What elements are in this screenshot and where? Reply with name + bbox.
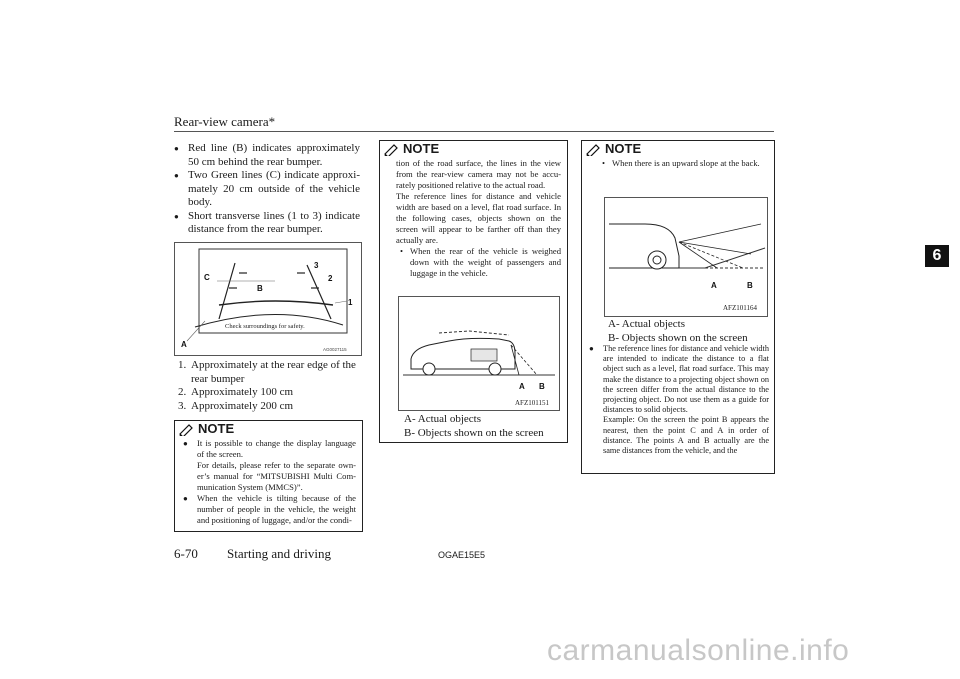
front-wheel [423, 363, 435, 375]
vehicle-rear-outline [609, 224, 679, 268]
right-legend [608, 318, 768, 345]
weighed-down-illustration [399, 297, 559, 410]
note-header [175, 421, 362, 436]
note-title: NOTE [198, 421, 235, 437]
label-a: A [181, 340, 187, 349]
note-title: NOTE [605, 141, 642, 157]
left-bullets [174, 142, 360, 237]
note-paragraph: tion of the road surface, the lines in the view from the rear-view camera may not be accu-rately positioned relative to the actual road. [396, 158, 561, 190]
note-item: ● When the vehicle is tilting because of the number of people in the vehicle, the weight and positioning of luggage, and/or the condi- [183, 493, 356, 526]
label-a: A [711, 281, 717, 290]
distance-item: 2. Approximately 100 cm [178, 386, 294, 398]
document-code: OGAE15E5 [438, 550, 486, 560]
label-2: 2 [328, 274, 333, 283]
weighed-down-figure [398, 296, 560, 411]
distance-item: 3. Approximately 200 cm [178, 399, 294, 412]
page-header-title: Rear-view camera* [174, 114, 276, 129]
distance-item: 1. Approximately at the rear edge of the rear bumper [178, 359, 356, 385]
legend-item: B- Objects shown on the screen [608, 331, 748, 344]
bullet-transverse-lines: ● Short transverse lines (1 to 3) indicate distance from the rear bumper. [174, 210, 360, 237]
label-3: 3 [314, 261, 319, 270]
rear-wheel [489, 363, 501, 375]
bullet-red-line: ● Red line (B) indicates approximately 50 cm behind the rear bumper. [174, 142, 360, 169]
section-title: Starting and driving [227, 546, 331, 561]
note-title: NOTE [403, 141, 440, 157]
chapter-tab: 6 [925, 245, 949, 267]
note-pencil-icon [179, 423, 194, 436]
header-rule [174, 131, 774, 132]
bullet-green-lines: ● Two Green lines (C) indicate approxi-mately 20 cm outside of the vehicle body. [174, 169, 360, 210]
legend-item: A- Actual objects [404, 413, 481, 425]
label-b: B [747, 281, 753, 290]
note-item: ● It is possible to change the display language of the screen. For details, please refer to the separate own-er’s manual for “MITSUBISHI Multi Com-munication System (MMCS)”. [183, 438, 356, 493]
middle-legend [404, 413, 564, 440]
actual-line [679, 242, 717, 268]
note-item: ● The reference lines for distance and vehicle width are intended to indicate the distance to a flat object such as a level, flat road surface. This may make the distance to a projecting object shown on the screen differ from the actual distance to the projecting object. Do not use them as a guide for distances to solid objects. Example: On the screen the point B appears the nearest, then the point C and A in order of distance. The points A and B actually are the same distances from the vehicle, and the [589, 344, 769, 456]
figure-code: AFZ101151 [515, 399, 549, 407]
note-pencil-icon [384, 143, 399, 156]
upward-slope-figure [604, 197, 768, 317]
camera-screen-illustration [175, 243, 361, 355]
note-box-left [174, 420, 363, 532]
note-paragraph: The reference lines for distance and vehicle width are based on a level, flat road surface. In the following cases, objects shown on the screen will appear to be farther off than they actually are. [396, 191, 561, 245]
note-pencil-icon [586, 143, 601, 156]
label-b: B [257, 284, 263, 293]
label-b: B [539, 382, 545, 391]
label-1: 1 [348, 298, 353, 307]
label-c: C [204, 273, 210, 282]
upward-slope-illustration [605, 198, 767, 316]
label-a: A [519, 382, 525, 391]
view-line-mid [679, 242, 751, 254]
legend-item: B- Objects shown on the screen [404, 426, 544, 439]
note-header [380, 141, 567, 156]
distance-list [178, 359, 360, 413]
figure-code: AG0027115 [323, 347, 347, 352]
screen-safety-text: Check surroundings for safety. [225, 323, 305, 330]
page-number: 6-70 [174, 546, 198, 561]
view-line-top [679, 224, 761, 242]
note-sub-item: • When there is an upward slope at the back. [598, 158, 768, 169]
note-sub-item: • When the rear of the vehicle is weighed down with the weight of passengers and luggage in the vehicle. [396, 246, 561, 279]
camera-screen-figure [174, 242, 362, 356]
right-note-bullets [589, 344, 769, 456]
watermark: carmanualsonline.info [547, 634, 850, 667]
figure-code: AFZ101164 [723, 304, 757, 312]
luggage [471, 349, 497, 361]
note-header [582, 141, 774, 156]
dashed-outline [439, 331, 509, 335]
legend-item: A- Actual objects [608, 318, 685, 330]
